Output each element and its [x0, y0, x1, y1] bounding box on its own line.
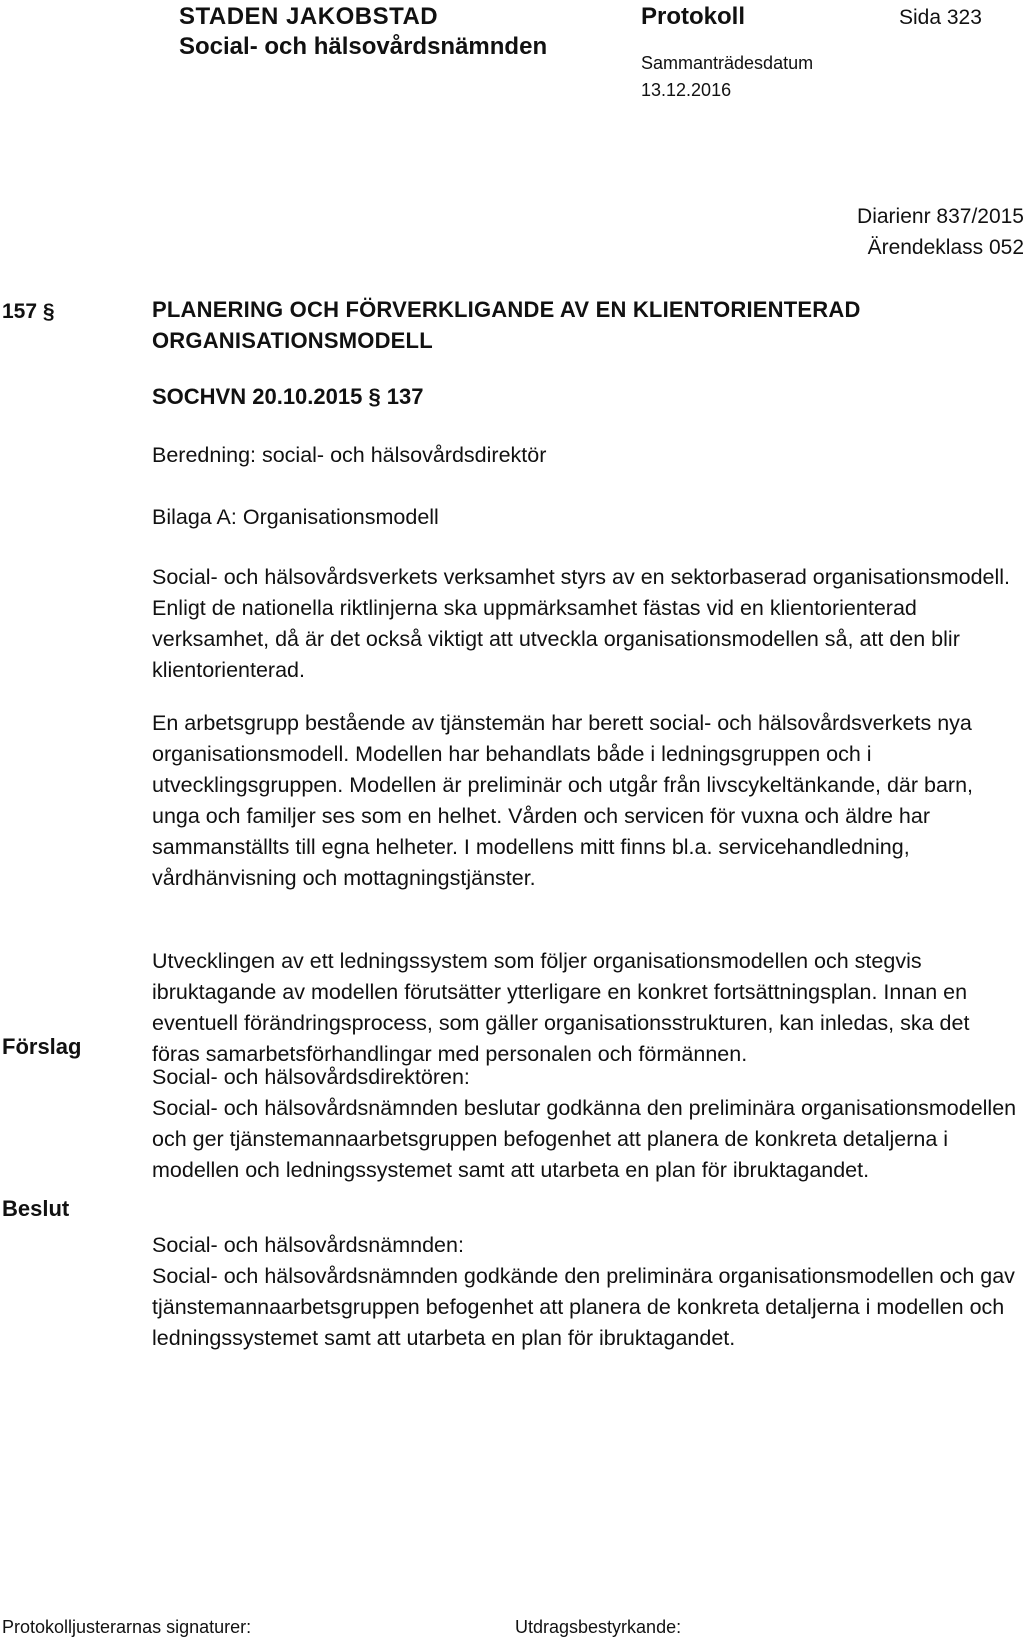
preparation-line: Beredning: social- och hälsovårdsdirektör — [152, 443, 547, 467]
section-number: 157 § — [2, 300, 55, 323]
proposal-label: Förslag — [2, 1034, 82, 1059]
decision-heading: Social- och hälsovårdsnämnden: — [152, 1233, 464, 1257]
section-reference: SOCHVN 20.10.2015 § 137 — [152, 384, 424, 409]
decision-text: Social- och hälsovårdsnämnden godkände den preliminära organisationsmodellen och gav tjänstemannaarbetsgruppen befogenhet att planera de konkreta detaljerna i modellen och ledningssystemet samt att utarbeta en plan för ibruktagandet. — [152, 1264, 1015, 1350]
body-paragraph-3: Utvecklingen av ett ledningssystem som följer organisationsmodellen och stegvis ibruktagande av modellen förutsätter ytterligare en konkret fortsättningsplan. Innan en eventuell förändringsprocess, som gäller organisationsstrukturen, kan inledas, ska det föras samarbetsförhandlingar med personalen och förmännen. — [152, 949, 970, 1066]
proposal-heading: Social- och hälsovårdsdirektören: — [152, 1065, 470, 1089]
meeting-date-label: Sammanträdesdatum — [641, 53, 814, 73]
page-number: Sida 323 — [899, 6, 982, 29]
meeting-date-value: 13.12.2016 — [641, 80, 732, 100]
proposal-text: Social- och hälsovårdsnämnden beslutar godkänna den preliminära organisationsmodellen och ger tjänstemannaarbetsgruppen befogenhet att planera de konkreta detaljerna i modellen och ledningssystemet samt att utarbeta en plan för ibruktagandet. — [152, 1096, 1017, 1182]
organization-name: STADEN JAKOBSTAD — [179, 3, 439, 30]
signatures-label: Protokolljusterarnas signaturer: — [2, 1617, 252, 1637]
section-title: PLANERING OCH FÖRVERKLIGANDE AV EN KLIENTORIENTERAD ORGANISATIONSMODELL — [152, 297, 861, 353]
case-class: Ärendeklass 052 — [867, 236, 1024, 259]
decision-label: Beslut — [2, 1196, 70, 1221]
body-paragraph-1: Social- och hälsovårdsverkets verksamhet styrs av en sektorbaserad organisationsmodell. Enligt de nationella riktlinjerna ska uppmärksamhet fästas vid en klientorienterad verksamhet, då är det också viktigt att utveckla organisationsmodellen så, att den blir klientorienterad. — [152, 565, 1011, 682]
body-paragraph-2: En arbetsgrupp bestående av tjänstemän har berett social- och hälsovårdsverkets nya organisationsmodell. Modellen har behandlats både i ledningsgruppen och i utvecklingsgruppen. Modellen är preliminär och utgår från livscykeltänkande, där barn, unga och familjer ses som en helhet. Vården och servicen för vuxna och äldre har sammanställts till egna helheter. I modellens mitt finns bl.a. servicehandledning, vårdhänvisning och mottagningstjänster. — [152, 711, 974, 890]
attachment-line: Bilaga A: Organisationsmodell — [152, 505, 439, 529]
board-name: Social- och hälsovårdsnämnden — [179, 33, 548, 60]
document-type: Protokoll — [641, 3, 746, 30]
extract-certification-label: Utdragsbestyrkande: — [515, 1617, 682, 1637]
diary-number: Diarienr 837/2015 — [857, 205, 1024, 228]
